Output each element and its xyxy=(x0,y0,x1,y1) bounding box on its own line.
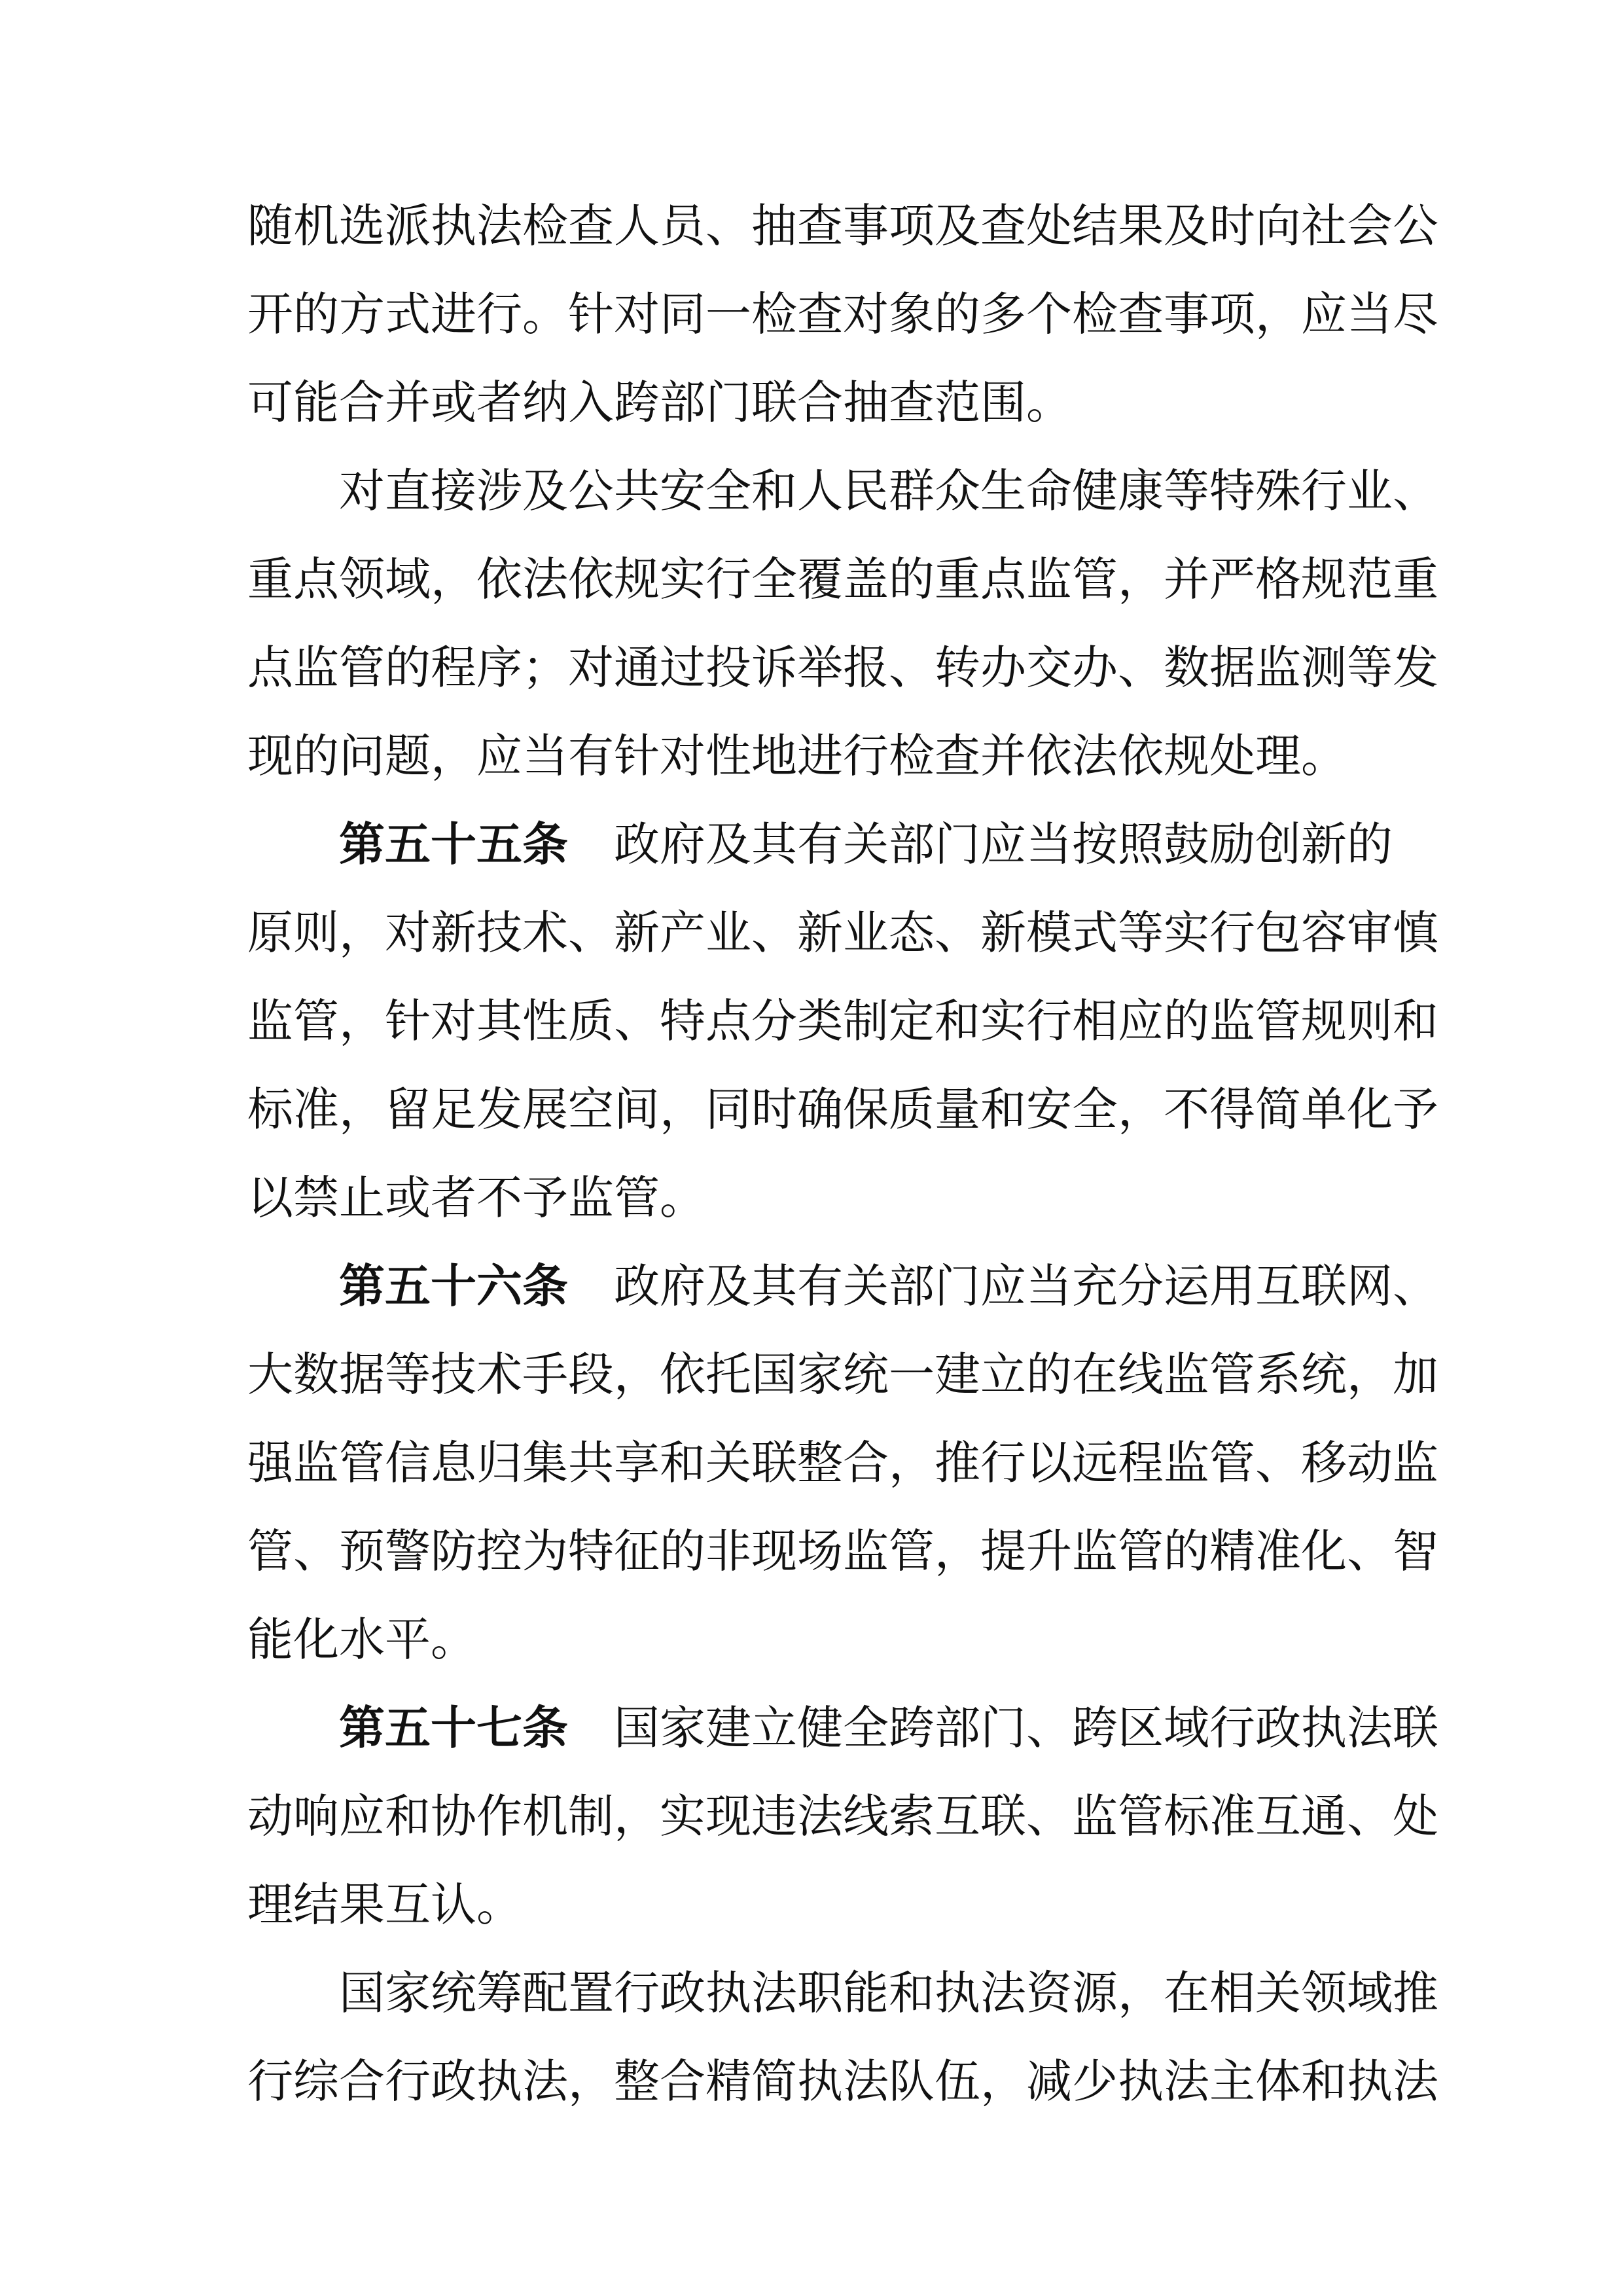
document-page xyxy=(247,190,1438,2153)
line-text: 点监管的程序；对通过投诉举报、转办交办、数据监测等发 xyxy=(247,641,1438,694)
text-line xyxy=(247,897,1438,969)
article-number: 第五十七条 xyxy=(339,1701,568,1755)
text-line xyxy=(247,720,1376,792)
line-text: 大数据等技术手段，依托国家统一建立的在线监管系统，加 xyxy=(247,1348,1438,1401)
text-line xyxy=(247,632,1438,704)
text-line xyxy=(247,367,1376,439)
line-text: 动响应和协作机制，实现违法线索互联、监管标准互通、处 xyxy=(247,1789,1438,1843)
line-text: 理结果互认。 xyxy=(247,1878,522,1931)
line-text: 标准，留足发展空间，同时确保质量和安全，不得简单化予 xyxy=(247,1083,1438,1136)
article-heading-line xyxy=(339,1692,1438,1764)
line-text: 随机选派执法检查人员、抽查事项及查处结果及时向社会公 xyxy=(247,199,1438,253)
line-text: 以禁止或者不予监管。 xyxy=(247,1171,705,1225)
text-line xyxy=(247,1780,1438,1852)
text-line xyxy=(247,278,1438,350)
text-line xyxy=(247,1869,1376,1941)
line-text: 开的方式进行。针对同一检查对象的多个检查事项，应当尽 xyxy=(247,287,1438,341)
text-line xyxy=(247,543,1438,615)
line-text: 政府及其有关部门应当按照鼓励创新的 xyxy=(614,817,1393,871)
text-line xyxy=(247,1073,1438,1145)
line-text: 重点领域，依法依规实行全覆盖的重点监管，并严格规范重 xyxy=(247,552,1438,606)
line-text: 监管，针对其性质、特点分类制定和实行相应的监管规则和 xyxy=(247,994,1438,1048)
text-line xyxy=(247,1604,1376,1676)
line-text: 政府及其有关部门应当充分运用互联网、 xyxy=(614,1259,1438,1313)
paragraph-first-line xyxy=(339,455,1438,527)
line-text: 能化水平。 xyxy=(247,1613,476,1666)
line-text: 强监管信息归集共享和关联整合，推行以远程监管、移动监 xyxy=(247,1436,1438,1490)
line-text: 管、预警防控为特征的非现场监管，提升监管的精准化、智 xyxy=(247,1524,1438,1578)
line-text: 现的问题，应当有针对性地进行检查并依法依规处理。 xyxy=(247,729,1347,783)
article-heading-line xyxy=(339,808,1393,880)
line-text: 国家建立健全跨部门、跨区域行政执法联 xyxy=(614,1701,1438,1755)
line-text: 对直接涉及公共安全和人民群众生命健康等特殊行业、 xyxy=(339,464,1438,518)
line-text: 行综合行政执法，整合精简执法队伍，减少执法主体和执法 xyxy=(247,2054,1438,2108)
text-line xyxy=(247,1427,1438,1499)
text-line xyxy=(247,190,1438,262)
text-line xyxy=(247,1338,1438,1410)
text-line xyxy=(247,1515,1438,1587)
paragraph-first-line xyxy=(339,1957,1438,2029)
line-text: 国家统筹配置行政执法职能和执法资源，在相关领域推 xyxy=(339,1966,1438,2020)
article-number: 第五十五条 xyxy=(339,817,568,871)
article-number: 第五十六条 xyxy=(339,1259,568,1313)
line-text: 原则，对新技术、新产业、新业态、新模式等实行包容审慎 xyxy=(247,906,1438,960)
text-line xyxy=(247,1162,1376,1234)
text-line xyxy=(247,985,1438,1057)
text-line xyxy=(247,2045,1438,2117)
article-heading-line xyxy=(339,1250,1438,1322)
line-text: 可能合并或者纳入跨部门联合抽查范围。 xyxy=(247,376,1072,429)
